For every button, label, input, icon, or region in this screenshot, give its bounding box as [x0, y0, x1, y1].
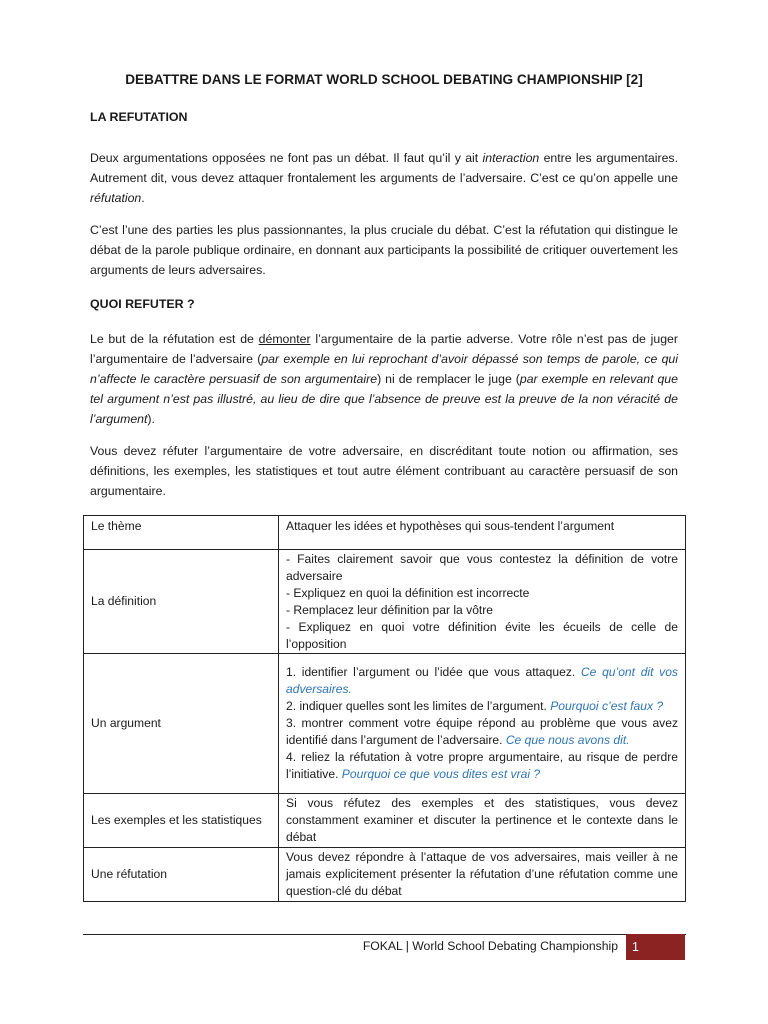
- row-content: Attaquer les idées et hypothèses qui sous-tendent l’argument: [279, 516, 686, 550]
- paragraph-intro: Deux argumentations opposées ne font pas un débat. Il faut qu’il y ait interaction entre les argumentaires. Autrement dit, vous devez attaquer frontalement les arguments de l’adversaire. C’est ce qu’on appelle une réfutation.: [90, 151, 678, 205]
- row-content: - Faites clairement savoir que vous contestez la définition de votre adversaire - Expliquez en quoi la définition est incorrecte - Remplacez leur définition par la vôtre - Expliquez en quoi votre définition évite les écueils de celle de l’opposition: [279, 550, 686, 654]
- page-number: 1: [626, 934, 685, 960]
- row-label: La définition: [84, 550, 279, 654]
- row-content: Vous devez répondre à l’attaque de vos adversaires, mais veiller à ne jamais explicitement présenter la réfutation d’une réfutation comme une question-clé du débat: [279, 848, 686, 902]
- table-row: [84, 848, 686, 902]
- row-label: Une réfutation: [84, 848, 279, 902]
- row-content: Si vous réfutez des exemples et des statistiques, vous devez constamment examiner et discuter la pertinence et le contexte dans le débat: [279, 794, 686, 848]
- row-label: Les exemples et les statistiques: [84, 794, 279, 848]
- footer-text: FOKAL | World School Debating Championship: [362, 939, 618, 953]
- section-heading-refutation: LA REFUTATION: [90, 110, 188, 124]
- row-label: Un argument: [84, 654, 279, 794]
- table-row: [84, 550, 686, 654]
- footer-rule: [83, 934, 686, 935]
- table-row: [84, 794, 686, 848]
- row-label: Le thème: [84, 516, 279, 550]
- table-row: [84, 654, 686, 794]
- paragraph-but: Le but de la réfutation est de démonter l’argumentaire de la partie adverse. Votre rôle n’est pas de juger l’argumentaire de l’adversaire (par exemple en lui reprochant d’avoir dépassé son temps de parole, ce qui n’affecte le caractère persuasif de son argumentaire) ni de remplacer le juge (par exemple en relevant que tel argument n’est pas illustré, au lieu de dire que l’absence de preuve est la preuve de la non véracité de l’argument).: [90, 332, 678, 426]
- section-heading-quoi-refuter: QUOI REFUTER ?: [90, 297, 195, 311]
- paragraph-importance: C’est l’une des parties les plus passionnantes, la plus cruciale du débat. C’est la réfutation qui distingue le débat de la parole publique ordinaire, en donnant aux participants la possibilité de critiquer ouvertement les arguments de leurs adversaires.: [90, 223, 678, 277]
- table-row: [84, 516, 686, 550]
- row-content: 1. identifier l’argument ou l’idée que vous attaquez. Ce qu’ont dit vos adversaires. 2. indiquer quelles sont les limites de l’argument. Pourquoi c’est faux ? 3. montrer comment votre équipe répond au problème que vous avez identifié dans l’argument de l’adversaire. Ce que nous avons dit. 4. reliez la réfutation à votre propre argumentaire, au risque de perdre l’initiative. Pourquoi ce que vous dites est vrai ?: [279, 654, 686, 794]
- document-title: DEBATTRE DANS LE FORMAT WORLD SCHOOL DEBATING CHAMPIONSHIP [2]: [125, 72, 643, 87]
- paragraph-refuter: Vous devez réfuter l’argumentaire de votre adversaire, en discréditant toute notion ou affirmation, ses définitions, les exemples, les statistiques et tout autre élément contribuant au caractère persuasif de son argumentaire.: [90, 444, 678, 498]
- refutation-table: [83, 515, 686, 902]
